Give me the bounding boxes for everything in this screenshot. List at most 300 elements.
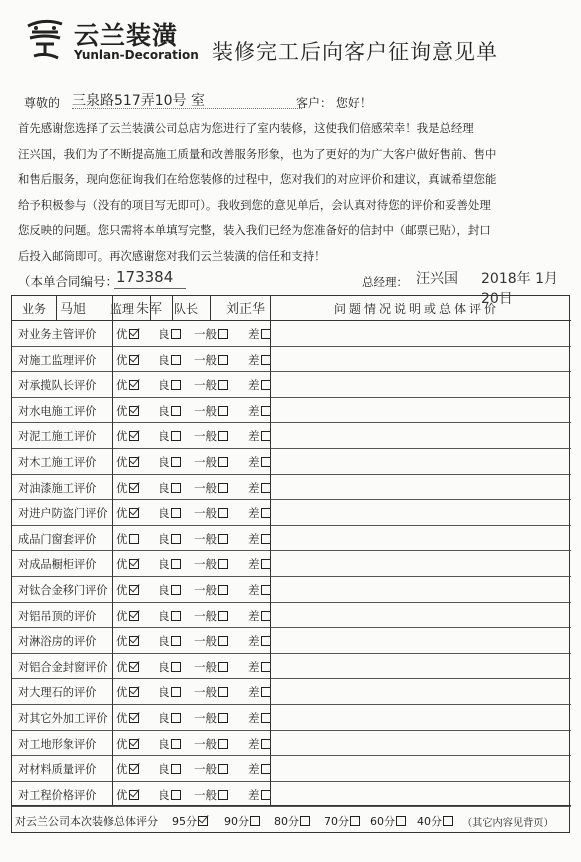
rating-option[interactable] — [158, 787, 181, 803]
rating-checkbox[interactable] — [129, 431, 139, 441]
rating-checkbox[interactable] — [261, 611, 271, 621]
rating-checkbox[interactable] — [171, 355, 181, 365]
score-checkbox[interactable] — [300, 816, 310, 826]
letter-line: 您反映的问题。您只需将本单填写完整，装入我们已经为您准备好的信封中（邮票已贴），封口 — [18, 223, 491, 238]
score-checkbox[interactable] — [198, 816, 208, 826]
rating-checkbox[interactable] — [171, 790, 181, 800]
rating-checkbox[interactable] — [261, 406, 271, 416]
rating-option[interactable] — [248, 428, 271, 444]
rating-option-label: 优 — [116, 608, 128, 623]
rating-option[interactable] — [194, 428, 228, 444]
rating-checkbox[interactable] — [129, 764, 139, 774]
evaluation-row — [12, 500, 272, 525]
rating-option-label: 良 — [158, 455, 170, 469]
rating-checkbox[interactable] — [129, 662, 139, 672]
rating-option[interactable] — [116, 787, 139, 803]
rating-option-label: 一般 — [194, 659, 217, 674]
rating-option[interactable] — [158, 710, 181, 726]
rating-checkbox[interactable] — [261, 355, 271, 365]
evaluation-row — [12, 475, 272, 500]
rating-option-label: 良 — [158, 327, 170, 341]
evaluation-row — [12, 628, 272, 653]
rating-option-label: 优 — [116, 403, 128, 418]
rating-checkbox[interactable] — [129, 687, 139, 697]
rating-checkbox[interactable] — [261, 713, 271, 723]
rating-checkbox[interactable] — [218, 739, 228, 749]
rating-option[interactable] — [194, 326, 228, 342]
rating-checkbox[interactable] — [218, 508, 228, 518]
rating-option[interactable] — [248, 633, 271, 649]
rating-option[interactable] — [158, 582, 181, 598]
rating-checkbox[interactable] — [261, 739, 271, 749]
rating-checkbox[interactable] — [171, 380, 181, 390]
rating-option[interactable] — [248, 684, 271, 700]
rating-checkbox[interactable] — [261, 687, 271, 697]
rating-checkbox[interactable] — [171, 559, 181, 569]
rating-option[interactable] — [158, 684, 181, 700]
rating-option-label: 一般 — [194, 685, 217, 700]
evaluation-row — [12, 398, 272, 423]
rating-checkbox[interactable] — [129, 611, 139, 621]
rating-option[interactable] — [194, 787, 228, 803]
rating-option[interactable] — [248, 556, 271, 572]
rating-option[interactable] — [116, 659, 139, 675]
rating-option[interactable] — [116, 736, 139, 752]
rating-checkbox[interactable] — [218, 662, 228, 672]
rating-checkbox[interactable] — [171, 457, 181, 467]
rating-option[interactable] — [248, 480, 271, 496]
contract-line — [18, 268, 570, 307]
score-option[interactable] — [417, 813, 453, 829]
rating-option-label: 优 — [116, 659, 128, 674]
score-option[interactable] — [172, 813, 208, 829]
rating-checkbox[interactable] — [171, 662, 181, 672]
rating-option-label: 良 — [158, 403, 170, 418]
rating-option-label: 良 — [158, 429, 170, 444]
rating-option-label: 优 — [116, 762, 128, 777]
business-label: 业务 — [22, 302, 47, 316]
rating-option-label: 优 — [116, 378, 128, 393]
rating-option-label: 差 — [248, 403, 260, 418]
rating-option-label: 良 — [158, 583, 170, 597]
rating-checkbox[interactable] — [261, 457, 271, 467]
rating-option-label: 差 — [248, 506, 260, 521]
rating-option[interactable] — [248, 787, 271, 803]
rating-checkbox[interactable] — [129, 636, 139, 646]
evaluation-row — [12, 577, 272, 602]
rating-checkbox[interactable] — [261, 790, 271, 800]
table-header-row — [12, 296, 571, 321]
rating-checkbox[interactable] — [171, 508, 181, 518]
rating-option-label: 良 — [158, 787, 170, 802]
rating-option[interactable] — [194, 608, 228, 624]
see-back-note: （其它内容见背页） — [462, 818, 554, 829]
rating-option[interactable] — [194, 633, 228, 649]
rating-checkbox[interactable] — [171, 329, 181, 339]
rating-option[interactable] — [116, 684, 139, 700]
rating-option[interactable] — [158, 505, 181, 521]
rating-option-label: 良 — [158, 557, 170, 572]
evaluation-row-label: 对材料质量评价 — [18, 763, 97, 777]
rating-option-label: 一般 — [194, 480, 217, 495]
rating-option-label: 差 — [248, 327, 260, 341]
evaluation-row-label: 对泥工施工评价 — [18, 430, 97, 444]
rating-checkbox[interactable] — [171, 585, 181, 595]
rating-checkbox[interactable] — [218, 764, 228, 774]
total-score-row — [12, 806, 571, 833]
rating-option[interactable] — [248, 505, 271, 521]
rating-checkbox[interactable] — [129, 457, 139, 467]
rating-option-label: 差 — [248, 659, 260, 674]
rating-option[interactable] — [194, 480, 228, 496]
score-option-label: 40分 — [417, 815, 442, 828]
rating-option[interactable] — [158, 428, 181, 444]
evaluation-row-label: 对承揽队长评价 — [18, 379, 97, 393]
captain-name: 刘正华 — [226, 302, 266, 317]
rating-option[interactable] — [116, 531, 139, 547]
evaluation-row — [12, 347, 272, 372]
rating-option-label: 一般 — [194, 583, 217, 597]
column-divider — [112, 296, 113, 806]
rating-option[interactable] — [158, 480, 181, 496]
rating-option-label: 良 — [158, 480, 170, 495]
rating-option-label: 一般 — [194, 429, 217, 444]
rating-checkbox[interactable] — [218, 483, 228, 493]
rating-option-label: 优 — [116, 787, 128, 802]
rating-option-label: 一般 — [194, 634, 217, 649]
evaluation-row — [12, 321, 272, 346]
rating-option-label: 差 — [248, 634, 260, 649]
rating-option[interactable] — [116, 428, 139, 444]
supervisor-label: 监理 — [110, 302, 135, 316]
evaluation-row — [12, 423, 272, 448]
rating-option-label: 优 — [116, 455, 128, 469]
rating-checkbox[interactable] — [129, 355, 139, 365]
rating-checkbox[interactable] — [129, 380, 139, 390]
rating-option-label: 差 — [248, 583, 260, 597]
rating-option-label: 良 — [158, 634, 170, 649]
rating-option[interactable] — [116, 454, 139, 470]
evaluation-row — [12, 603, 272, 628]
rating-option[interactable] — [248, 608, 271, 624]
rating-checkbox[interactable] — [171, 687, 181, 697]
rating-option-label: 良 — [158, 711, 170, 725]
evaluation-row-label: 对铝吊顶的评价 — [18, 609, 97, 623]
rating-option[interactable] — [194, 352, 228, 368]
letter-line: 和售后服务，现向您征询我们在给您装修的过程中，您对我们的对应评价和建议，真诚希望您能 — [18, 172, 497, 187]
rating-option[interactable] — [194, 505, 228, 521]
rating-checkbox[interactable] — [218, 687, 228, 697]
rating-option[interactable] — [158, 608, 181, 624]
form-header — [22, 14, 567, 70]
evaluation-row-label: 对水电施工评价 — [18, 404, 97, 418]
rating-option-label: 一般 — [194, 531, 217, 546]
rating-checkbox[interactable] — [218, 380, 228, 390]
rating-option-label: 差 — [248, 429, 260, 444]
rating-checkbox[interactable] — [218, 355, 228, 365]
rating-checkbox[interactable] — [218, 534, 228, 544]
evaluation-row — [12, 654, 272, 679]
evaluation-row-label: 对施工监理评价 — [18, 353, 97, 367]
rating-checkbox[interactable] — [171, 406, 181, 416]
rating-option-label: 一般 — [194, 762, 217, 777]
rating-checkbox[interactable] — [129, 329, 139, 339]
rating-option-label: 优 — [116, 327, 128, 341]
rating-option[interactable] — [116, 710, 139, 726]
score-option[interactable] — [324, 813, 360, 829]
rating-checkbox[interactable] — [261, 483, 271, 493]
rating-checkbox[interactable] — [171, 713, 181, 723]
rating-option[interactable] — [248, 454, 271, 470]
header-column-divider — [150, 296, 151, 321]
rating-option-label: 差 — [248, 787, 260, 802]
rating-option[interactable] — [248, 736, 271, 752]
rating-checkbox[interactable] — [261, 431, 271, 441]
sign-date: 2018年 1月20日 — [481, 271, 558, 307]
rating-checkbox[interactable] — [261, 636, 271, 646]
rating-checkbox[interactable] — [261, 508, 271, 518]
rating-option[interactable] — [116, 403, 139, 419]
rating-checkbox[interactable] — [129, 585, 139, 595]
score-option-label: 90分 — [224, 815, 249, 828]
rating-checkbox[interactable] — [129, 790, 139, 800]
rating-option-label: 良 — [158, 659, 170, 674]
rating-option[interactable] — [116, 352, 139, 368]
salutation-tail: 客户： 您好！ — [296, 96, 372, 110]
rating-option-label: 一般 — [194, 736, 217, 751]
rating-option[interactable] — [116, 633, 139, 649]
evaluation-table — [11, 295, 570, 833]
rating-option[interactable] — [116, 556, 139, 572]
score-checkbox[interactable] — [250, 816, 260, 826]
rating-option-label: 差 — [248, 608, 260, 623]
rating-option[interactable] — [248, 377, 271, 393]
rating-checkbox[interactable] — [171, 611, 181, 621]
score-checkbox[interactable] — [443, 816, 453, 826]
rating-checkbox[interactable] — [218, 559, 228, 569]
rating-option-label: 差 — [248, 685, 260, 700]
evaluation-row-label: 对工地形象评价 — [18, 737, 97, 751]
rating-option-label: 差 — [248, 352, 260, 367]
rating-option[interactable] — [158, 659, 181, 675]
score-option-label: 60分 — [370, 815, 395, 828]
rating-checkbox[interactable] — [261, 329, 271, 339]
evaluation-row — [12, 372, 272, 397]
business-name: 马旭 — [60, 302, 87, 317]
rating-checkbox[interactable] — [171, 739, 181, 749]
score-option[interactable] — [370, 813, 406, 829]
evaluation-row — [12, 705, 272, 730]
rating-option-label: 一般 — [194, 455, 217, 469]
document-title: 装修完工后向客户征询意见单 — [212, 40, 498, 64]
rating-checkbox[interactable] — [171, 636, 181, 646]
rating-checkbox[interactable] — [261, 559, 271, 569]
supervisor-name: 朱军 — [136, 302, 163, 317]
rating-checkbox[interactable] — [218, 611, 228, 621]
score-option-label: 80分 — [274, 815, 299, 828]
rating-option-label: 差 — [248, 736, 260, 751]
rating-checkbox[interactable] — [129, 534, 139, 544]
footer-divider — [12, 805, 571, 806]
evaluation-row — [12, 756, 272, 781]
rating-checkbox[interactable] — [129, 559, 139, 569]
evaluation-row — [12, 782, 272, 807]
rating-option[interactable] — [248, 710, 271, 726]
evaluation-row-label: 对钛合金移门评价 — [18, 584, 108, 597]
rating-option[interactable] — [158, 454, 181, 470]
rating-checkbox[interactable] — [218, 713, 228, 723]
rating-option[interactable] — [248, 531, 271, 547]
rating-option[interactable] — [194, 454, 228, 470]
rating-option-label: 优 — [116, 506, 128, 521]
rating-option[interactable] — [248, 326, 271, 342]
rating-option[interactable] — [194, 659, 228, 675]
rating-option[interactable] — [248, 352, 271, 368]
rating-checkbox[interactable] — [261, 585, 271, 595]
rating-option-label: 差 — [248, 531, 260, 546]
header-column-divider — [210, 296, 211, 321]
rating-option-label: 一般 — [194, 327, 217, 341]
evaluation-row — [12, 526, 272, 551]
rating-option-label: 一般 — [194, 403, 217, 418]
rating-option[interactable] — [158, 326, 181, 342]
rating-checkbox[interactable] — [129, 406, 139, 416]
rating-checkbox[interactable] — [129, 713, 139, 723]
rating-checkbox[interactable] — [171, 483, 181, 493]
evaluation-row-label: 成品门窗套评价 — [18, 532, 97, 546]
rating-checkbox[interactable] — [171, 534, 181, 544]
evaluation-row-label: 对铝合金封窗评价 — [18, 660, 108, 674]
score-checkbox[interactable] — [396, 816, 406, 826]
rating-checkbox[interactable] — [129, 739, 139, 749]
rating-option[interactable] — [158, 761, 181, 777]
rating-option[interactable] — [194, 531, 228, 547]
contract-number-underline — [114, 288, 186, 289]
manager-label: 总经理： — [362, 275, 408, 289]
rating-option-label: 优 — [116, 557, 128, 572]
rating-option-label: 优 — [116, 429, 128, 444]
evaluation-row-label: 对油漆施工评价 — [18, 481, 97, 495]
rating-option-label: 一般 — [194, 352, 217, 367]
rating-option-label: 良 — [158, 378, 170, 393]
evaluation-row-label: 对业务主管评价 — [18, 328, 97, 341]
rating-checkbox[interactable] — [218, 790, 228, 800]
rating-option[interactable] — [248, 403, 271, 419]
rating-option-label: 良 — [158, 608, 170, 623]
rating-option[interactable] — [194, 403, 228, 419]
salutation-line — [24, 90, 564, 112]
rating-option-label: 一般 — [194, 608, 217, 623]
rating-option[interactable] — [194, 761, 228, 777]
rating-option[interactable] — [194, 377, 228, 393]
rating-option-label: 优 — [116, 352, 128, 367]
evaluation-row-label: 对进户防盗门评价 — [18, 507, 108, 521]
rating-option-label: 良 — [158, 762, 170, 777]
header-column-divider — [56, 296, 57, 321]
rating-option[interactable] — [116, 377, 139, 393]
rating-option[interactable] — [194, 582, 228, 598]
letter-body — [18, 116, 570, 270]
rating-option[interactable] — [158, 633, 181, 649]
score-option[interactable] — [224, 813, 260, 829]
rating-option-label: 优 — [116, 583, 128, 597]
rating-checkbox[interactable] — [261, 764, 271, 774]
rating-option-label: 一般 — [194, 557, 217, 572]
rating-option-label: 良 — [158, 531, 170, 546]
rating-option[interactable] — [248, 659, 271, 675]
rating-option-label: 差 — [248, 480, 260, 495]
rating-option[interactable] — [116, 761, 139, 777]
address-underline — [72, 108, 302, 109]
rating-checkbox[interactable] — [129, 483, 139, 493]
rating-option[interactable] — [194, 736, 228, 752]
evaluation-row-label: 对成品橱柜评价 — [18, 558, 97, 572]
rating-checkbox[interactable] — [171, 431, 181, 441]
rating-checkbox[interactable] — [218, 636, 228, 646]
rating-option-label: 良 — [158, 352, 170, 367]
rating-option-label: 差 — [248, 378, 260, 393]
rating-option[interactable] — [194, 556, 228, 572]
score-option[interactable] — [274, 813, 310, 829]
evaluation-row-label: 对淋浴房的评价 — [18, 635, 97, 649]
evaluation-row — [12, 679, 272, 704]
rating-option[interactable] — [116, 326, 139, 342]
rating-option[interactable] — [158, 531, 181, 547]
rating-checkbox[interactable] — [129, 508, 139, 518]
rating-checkbox[interactable] — [218, 431, 228, 441]
rating-option[interactable] — [116, 582, 139, 598]
rating-option[interactable] — [158, 403, 181, 419]
rating-option[interactable] — [158, 736, 181, 752]
column-divider — [270, 296, 271, 806]
rating-option[interactable] — [116, 480, 139, 496]
rating-checkbox[interactable] — [261, 380, 271, 390]
rating-option[interactable] — [158, 352, 181, 368]
rating-checkbox[interactable] — [218, 457, 228, 467]
rating-option-label: 差 — [248, 455, 260, 469]
rating-checkbox[interactable] — [218, 406, 228, 416]
letter-line: 后投入邮筒即可。再次感谢您对我们云兰装潢的信任和支持！ — [18, 248, 326, 263]
rating-option[interactable] — [248, 761, 271, 777]
rating-checkbox[interactable] — [218, 585, 228, 595]
rating-option[interactable] — [248, 582, 271, 598]
contract-number-label: （本单合同编号： — [18, 274, 119, 289]
rating-option[interactable] — [116, 608, 139, 624]
rating-option-label: 优 — [116, 685, 128, 700]
evaluation-row-label: 对工程价格评价 — [18, 788, 97, 802]
score-option-label: 70分 — [324, 815, 349, 828]
evaluation-row — [12, 551, 272, 576]
rating-checkbox[interactable] — [261, 662, 271, 672]
rating-option-label: 一般 — [194, 378, 217, 393]
rating-option[interactable] — [194, 684, 228, 700]
rating-option-label: 差 — [248, 557, 260, 572]
rating-option-label: 良 — [158, 685, 170, 700]
letter-line: 给予积极参与（没有的项目写无即可）。我收到您的意见单后，会认真对待您的评价和妥善处理 — [18, 197, 491, 212]
rating-option-label: 一般 — [194, 711, 217, 725]
rating-option[interactable] — [194, 710, 228, 726]
rating-option[interactable] — [158, 377, 181, 393]
rating-checkbox[interactable] — [171, 764, 181, 774]
rating-checkbox[interactable] — [218, 329, 228, 339]
letter-line: 首先感谢您选择了云兰装潢公司总店为您进行了室内装修，这使我们倍感荣幸！我是总经理 — [18, 121, 474, 135]
score-checkbox[interactable] — [350, 816, 360, 826]
rating-option[interactable] — [116, 505, 139, 521]
score-option-label: 95分 — [172, 815, 197, 828]
rating-option[interactable] — [158, 556, 181, 572]
rating-checkbox[interactable] — [261, 534, 271, 544]
evaluation-row-label: 对木工施工评价 — [18, 456, 97, 469]
